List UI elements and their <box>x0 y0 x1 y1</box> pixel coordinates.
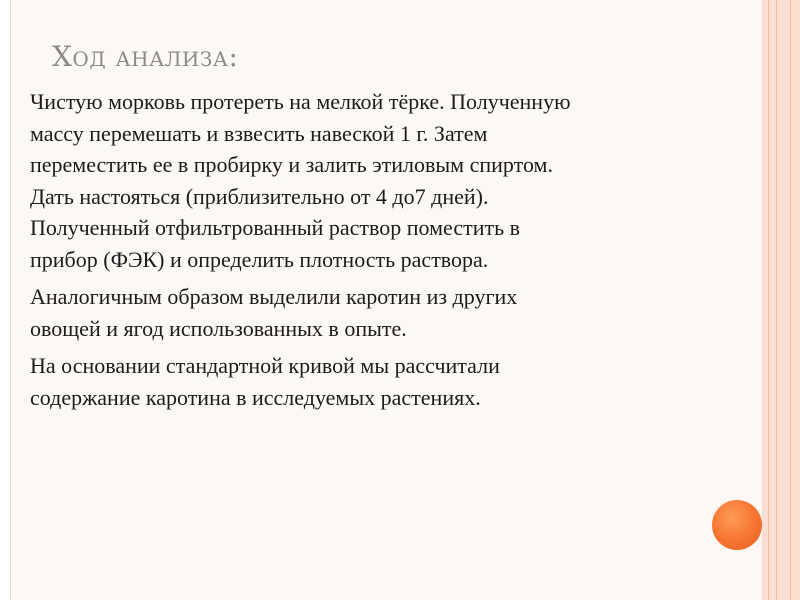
stripe-line <box>790 0 791 600</box>
text-line: Аналогичным образом выделили каротин из других <box>30 284 518 309</box>
paragraph-other-samples <box>30 281 720 344</box>
slide-title: Ход анализа: <box>52 40 239 73</box>
paragraph-method <box>30 86 720 275</box>
text-line: На основании стандартной кривой мы рассчитали <box>30 353 500 378</box>
stripe-line <box>768 0 769 600</box>
paragraph-calculation <box>30 350 720 413</box>
text-line: Чистую морковь протереть на мелкой тёрке. Полученную <box>30 89 571 114</box>
slide-body <box>30 86 720 419</box>
text-line: содержание каротина в исследуемых растениях. <box>30 384 481 410</box>
text-line: овощей и ягод использованных в опыте. <box>30 315 407 341</box>
text-line: массу перемешать и взвесить навеской 1 г. Затем <box>30 120 488 146</box>
stripe-line <box>776 0 777 600</box>
text-line: Полученный отфильтрованный раствор поместить в <box>30 215 521 240</box>
left-border-line <box>10 0 11 600</box>
decorative-circle <box>712 500 762 550</box>
text-line: переместить ее в пробирку и залить этиловым спиртом. <box>30 152 553 177</box>
text-line: прибор (ФЭК) и определить плотность раствора. <box>30 246 489 272</box>
text-line: Дать настояться (приблизительно от 4 до7 дней). <box>30 183 489 209</box>
